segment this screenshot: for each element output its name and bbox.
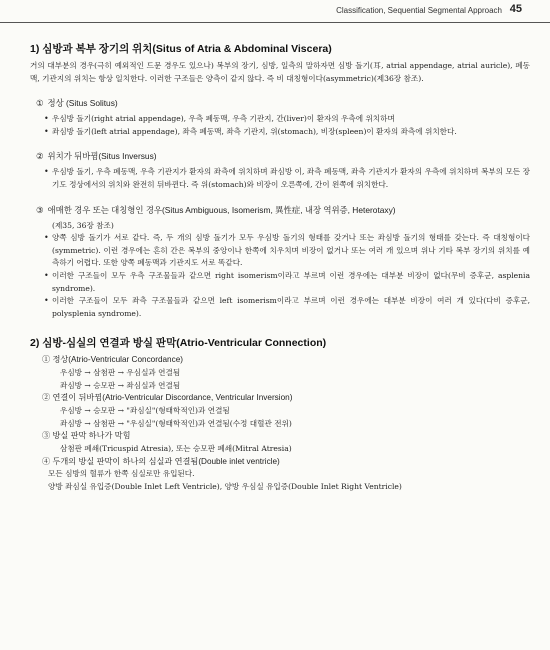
bullet-list: [30, 232, 530, 320]
connection-item-title: [42, 430, 530, 443]
bullet-item: • 양쪽 심방 돌기가 서로 같다. 즉, 두 개의 심방 돌기가 모두 우심방 돌기의 형태를 갖거나 또는 좌심방 돌기의 형태를 갖는다. 즉 대칭형이다(symmetric). 이런 경우에는 흔히 간은 복부의 중앙이나 한쪽에 치우치며 비장이 없거나 또는 여러 개 있으며 위나 기타 복부 장기의 위치를 예측하기 어렵다. 또한 양쪽 폐동맥과 기관지도 서로 똑같다.: [44, 232, 530, 270]
bullet-item: • 우심방 돌기, 우측 폐동맥, 우측 기관지가 환자의 좌측에 위치하며 좌심방 이, 좌측 폐동맥, 좌측 기관지가 환자의 우측에 위치하며 복부의 모든 장기도 정상에서의 위치와 완전히 뒤바뀐다. 즉 위(stomach)와 비장이 오른쪽에, 간이 왼쪽에 위치한다.: [44, 166, 530, 191]
subsection-label: 정상 (Situs Solitus): [47, 98, 118, 109]
item-number: ④: [42, 456, 51, 466]
subsection-title-inversus: [30, 150, 530, 163]
connection-line: 우심방 → 삼첨판 → 우심실과 연결됨: [60, 368, 181, 378]
connection-item-title: [42, 456, 530, 469]
section-av-connection: [30, 336, 530, 493]
section-title: 1) 심방과 복부 장기의 위치(Situs of Atria & Abdominal Viscera): [30, 43, 332, 55]
section-situs: [30, 42, 530, 320]
running-header-title: Classification, Sequential Segmental Approach: [336, 6, 502, 15]
connection-line: 좌심방 → 삼첨판 → "우심실"(형태학적인)과 연결됨(수정 대혈관 전위): [60, 418, 292, 428]
page-header: [0, 0, 550, 23]
bullet-list: [30, 113, 530, 138]
reference-note: (제35, 36장 참조): [52, 220, 114, 230]
connection-line: 좌심방 → 승모판 → 좌심실과 연결됨: [60, 380, 181, 390]
connection-line: 우심방 → 승모판 → "좌심실"(형태학적인)과 연결됨: [60, 406, 230, 416]
page-content: [30, 42, 530, 494]
item-number: ②: [42, 393, 51, 403]
page-number: 45: [509, 3, 522, 15]
item-label: 두개의 방실 판막이 하나의 심실과 연결됨(Double inlet ventricle): [52, 456, 280, 466]
connection-line: 양방 좌심실 유입증(Double Inlet Left Ventricle), 양방 우심실 유입증(Double Inlet Right Ventricle): [48, 482, 402, 492]
connection-item-title: [42, 354, 530, 367]
item-number: ③: [42, 431, 51, 441]
subsection-label: 위치가 뒤바뀜(Situs Inversus): [47, 151, 157, 162]
item-label: 연결이 뒤바뀜(Atrio-Ventricular Discordance, Ventricular Inversion): [52, 393, 293, 403]
bullet-item: • 좌심방 돌기(left atrial appendage), 좌측 폐동맥, 좌측 기관지, 위(stomach), 비장(spleen)이 환자의 좌측에 위치한다.: [44, 126, 530, 139]
item-label: 방실 판막 하나가 막힘: [52, 431, 131, 441]
connection-item-title: [42, 392, 530, 405]
item-number: ③: [36, 204, 44, 215]
bullet-item: • 이러한 구조들이 모두 좌측 구조물들과 같으면 left isomerism이라고 부르며 이런 경우에는 대부분 비장이 여러 개 있다(다비 증후군, polysplenia syndrome).: [44, 295, 530, 320]
subsection-label: 애매한 경우 또는 대칭형인 경우(Situs Ambiguous, Isomerism, 異性症, 내장 역위증, Heterotaxy): [47, 204, 396, 215]
section-intro-paragraph: 거의 대부분의 경우(극히 예외적인 드문 경우도 있으나) 복부의 장기, 심방, 일측의 말하자면 심방 돌기(耳, atrial appendage, atrial auricle), 폐동맥, 기관지의 위치는 항상 일치한다. 이러한 구조들은 양측이 같지 않다. 즉 비 대칭형이다(asymmetric)(제36장 참조).: [30, 61, 530, 83]
section-title: 2) 심방-심실의 연결과 방실 판막(Atrio-Ventricular Connection): [30, 337, 327, 350]
bullet-item: • 우심방 돌기(right atrial appendage), 우측 폐동맥, 우측 기관지, 간(liver)이 환자의 우측에 위치하며: [44, 113, 530, 126]
subsection-title-solitus: [30, 97, 530, 110]
item-number: ②: [36, 151, 44, 162]
item-number: ①: [36, 98, 44, 109]
item-number: ①: [42, 355, 51, 365]
bullet-item: • 이러한 구조들이 모두 우측 구조물들과 같으면 right isomerism이라고 부르며 이런 경우에는 대부분 비장이 없다(무비 증후군, asplenia syndrome).: [44, 270, 530, 295]
connection-line: 삼첨판 폐쇄(Tricuspid Atresia), 또는 승모판 폐쇄(Mitral Atresia): [60, 444, 292, 454]
subsection-title-ambiguous: [30, 204, 530, 217]
connection-line: 모든 심방의 혈류가 한쪽 심실로만 유입된다.: [48, 469, 195, 479]
bullet-list: [30, 166, 530, 191]
item-label: 정상(Atrio-Ventricular Concordance): [52, 355, 183, 365]
